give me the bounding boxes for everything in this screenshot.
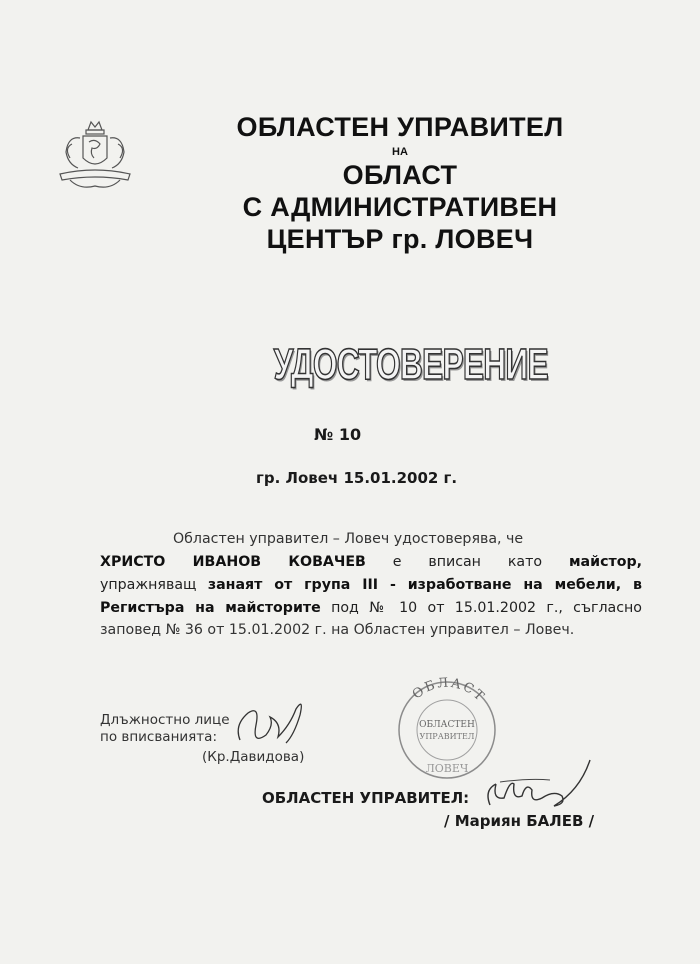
craft-group: занаят от група III - изработване на мебели, в (207, 577, 642, 593)
header-line-3: ОБЛАСТ (342, 160, 458, 190)
body-text: е вписан като (392, 554, 543, 570)
header-line-4: С АДМИНИСТРАТИВЕН (242, 192, 558, 222)
official-label-2: по вписванията: (100, 729, 217, 745)
official-signature (230, 695, 320, 755)
place-date: гр. Ловеч 15.01.2002 г. (256, 469, 458, 487)
certificate-number: № 10 (314, 425, 362, 444)
header-line-5: ЦЕНТЪР гр. ЛОВЕЧ (266, 224, 534, 254)
official-name: (Кр.Давидова) (202, 749, 305, 765)
register-name: Регистъра на майсторите (100, 600, 321, 616)
title-master: майстор, (568, 554, 642, 570)
body-text: упражняващ (100, 577, 197, 593)
svg-text:УПРАВИТЕЛ: УПРАВИТЕЛ (419, 732, 475, 741)
svg-text:ОБЛАСТ: ОБЛАСТ (409, 675, 488, 706)
governor-name: / Мариян БАЛЕВ / (444, 812, 595, 830)
svg-text:ЛОВЕЧ: ЛОВЕЧ (425, 762, 469, 775)
holder-name: ХРИСТО ИВАНОВ КОВАЧЕВ (100, 554, 366, 570)
official-label-1: Длъжностно лице (100, 712, 230, 728)
coat-of-arms-emblem (50, 118, 140, 198)
governor-signature (470, 750, 600, 820)
body-line-2 (100, 554, 642, 570)
body-line-5: заповед № 36 от 15.01.2002 г. на Областен управител – Ловеч. (100, 622, 575, 638)
document-title: УДОСТОВЕРЕНИЕ (273, 340, 548, 389)
body-text: под № 10 от 15.01.2002 г., съгласно (331, 600, 642, 616)
body-line-1: Областен управител – Ловеч удостоверява, че (173, 531, 524, 547)
body-line-3 (100, 577, 642, 593)
governor-label: ОБЛАСТЕН УПРАВИТЕЛ: (262, 789, 470, 807)
body-line-4 (100, 600, 642, 616)
svg-text:ОБЛАСТЕН: ОБЛАСТЕН (419, 720, 475, 730)
header-line-1: ОБЛАСТЕН УПРАВИТЕЛ (236, 112, 564, 142)
header-line-2: НА (392, 146, 408, 158)
